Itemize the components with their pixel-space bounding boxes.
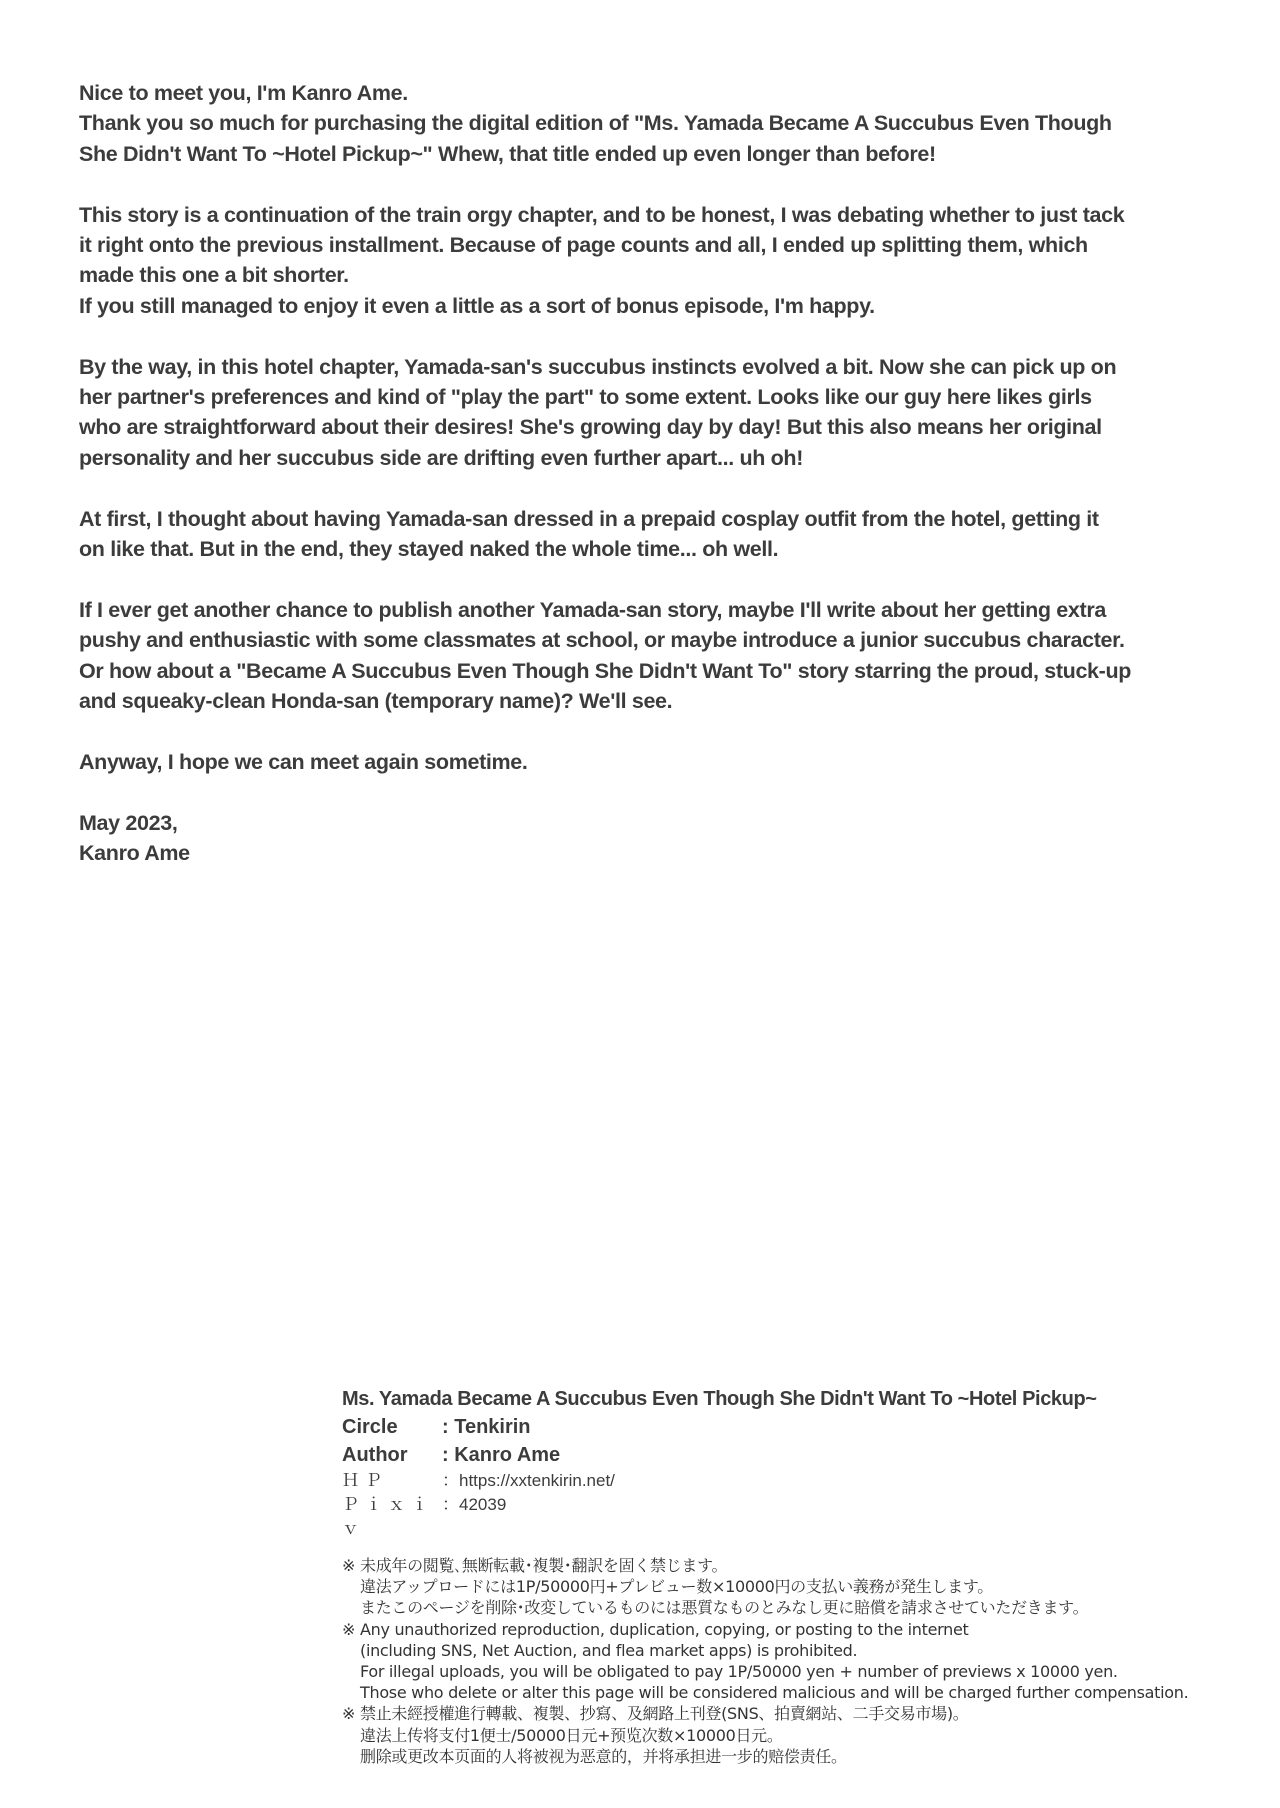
pixiv-label: Ｐｉｘｉｖ: [342, 1495, 434, 1538]
afterword-paragraph: This story is a continuation of the train orgy chapter, and to be honest, I was debating whether to just tack it right onto the previous installment. Because of page counts and all, I ended up splitting them, which made this one a bit shorter. If you still managed to enjoy it even a little as a sort of bonus episode, I'm happy.: [79, 202, 1125, 318]
colophon-author-row: [342, 1441, 1242, 1469]
notice-chinese: [342, 1703, 1242, 1724]
colophon-title: Ms. Yamada Became A Succubus Even Though She Didn't Want To ~Hotel Pickup~: [342, 1388, 1097, 1410]
notice-line: 未成年の閲覧､無断転載･複製･翻訳を固く禁じます。: [360, 1556, 728, 1575]
reference-mark-icon: ※: [342, 1704, 356, 1724]
notice-line: またこのページを削除･改変しているものには悪質なものとみなし更に賠償を請求させていただきます。: [360, 1598, 1089, 1618]
colophon: [342, 1385, 1242, 1767]
author-label: Author: [342, 1444, 408, 1466]
circle-value: : Tenkirin: [442, 1416, 531, 1438]
author-value: : Kanro Ame: [442, 1444, 561, 1466]
colophon-circle-row: [342, 1413, 1242, 1441]
notice-line: Any unauthorized reproduction, duplication, copying, or posting to the internet: [360, 1619, 969, 1639]
afterword-paragraph: At first, I thought about having Yamada-san dressed in a prepaid cosplay outfit from the hotel, getting it on like that. But in the end, they stayed naked the whole time... oh well.: [79, 506, 1099, 562]
notice-line: 禁止未經授權進行轉載、複製、抄寫、及網路上刊登(SNS、拍賣網站、二手交易市場)。: [360, 1704, 969, 1724]
colophon-pixiv-row: [342, 1493, 1242, 1541]
notice-japanese: [342, 1555, 1242, 1576]
notice-line: For illegal uploads, you will be obligated to pay 1P/50000 yen + number of previews x 10000 yen.: [360, 1662, 1118, 1682]
notice-english: [342, 1619, 1242, 1640]
afterword-paragraph: Nice to meet you, I'm Kanro Ame. Thank you so much for purchasing the digital edition of "Ms. Yamada Became A Succubus Even Though She Didn't Want To ~Hotel Pickup~" Whew, that title ended up even longer than before!: [79, 81, 1112, 166]
colophon-hp-row: [342, 1469, 1242, 1493]
notice-line: 違法上传将支付1便士/50000日元+预览次数×10000日元。: [360, 1725, 783, 1745]
afterword-paragraph: If I ever get another chance to publish another Yamada-san story, maybe I'll write about her getting extra pushy and enthusiastic with some classmates at school, or maybe introduce a junior succubus character. Or how about a "Became A Succubus Even Though She Didn't Want To" story starring the proud, stuck-up and squeaky-clean Honda-san (temporary name)? We'll see.: [79, 597, 1132, 714]
reference-mark-icon: ※: [342, 1556, 356, 1575]
afterword-paragraph: Anyway, I hope we can meet again sometime.: [79, 749, 528, 774]
signature: May 2023, Kanro Ame: [79, 810, 190, 866]
notice-line: (including SNS, Net Auction, and flea market apps) is prohibited.: [360, 1640, 858, 1660]
notice-line: 删除或更改本页面的人将被视为恶意的，并将承担进一步的赔偿责任。: [360, 1746, 847, 1766]
afterword: [79, 78, 1209, 868]
copyright-notices: [342, 1555, 1242, 1767]
notice-line: 違法アップロードには1P/50000円+プレビュー数×10000円の支払い義務が発生します。: [360, 1577, 993, 1597]
pixiv-id: ：42039: [442, 1495, 507, 1514]
hp-url: ：https://xxtenkirin.net/: [442, 1471, 615, 1490]
reference-mark-icon: ※: [342, 1619, 356, 1639]
afterword-paragraph: By the way, in this hotel chapter, Yamada-san's succubus instincts evolved a bit. Now she can pick up on her partner's preferences and kind of "play the part" to some extent. Looks like our guy here likes girls who are straightforward about their desires! She's growing day by day! But this also means her original personality and her succubus side are drifting even further apart... uh oh!: [79, 354, 1117, 470]
notice-line: Those who delete or alter this page will be considered malicious and will be charged further compensation.: [360, 1683, 1189, 1703]
circle-label: Circle: [342, 1416, 398, 1438]
hp-label: ＨＰ: [342, 1471, 388, 1490]
